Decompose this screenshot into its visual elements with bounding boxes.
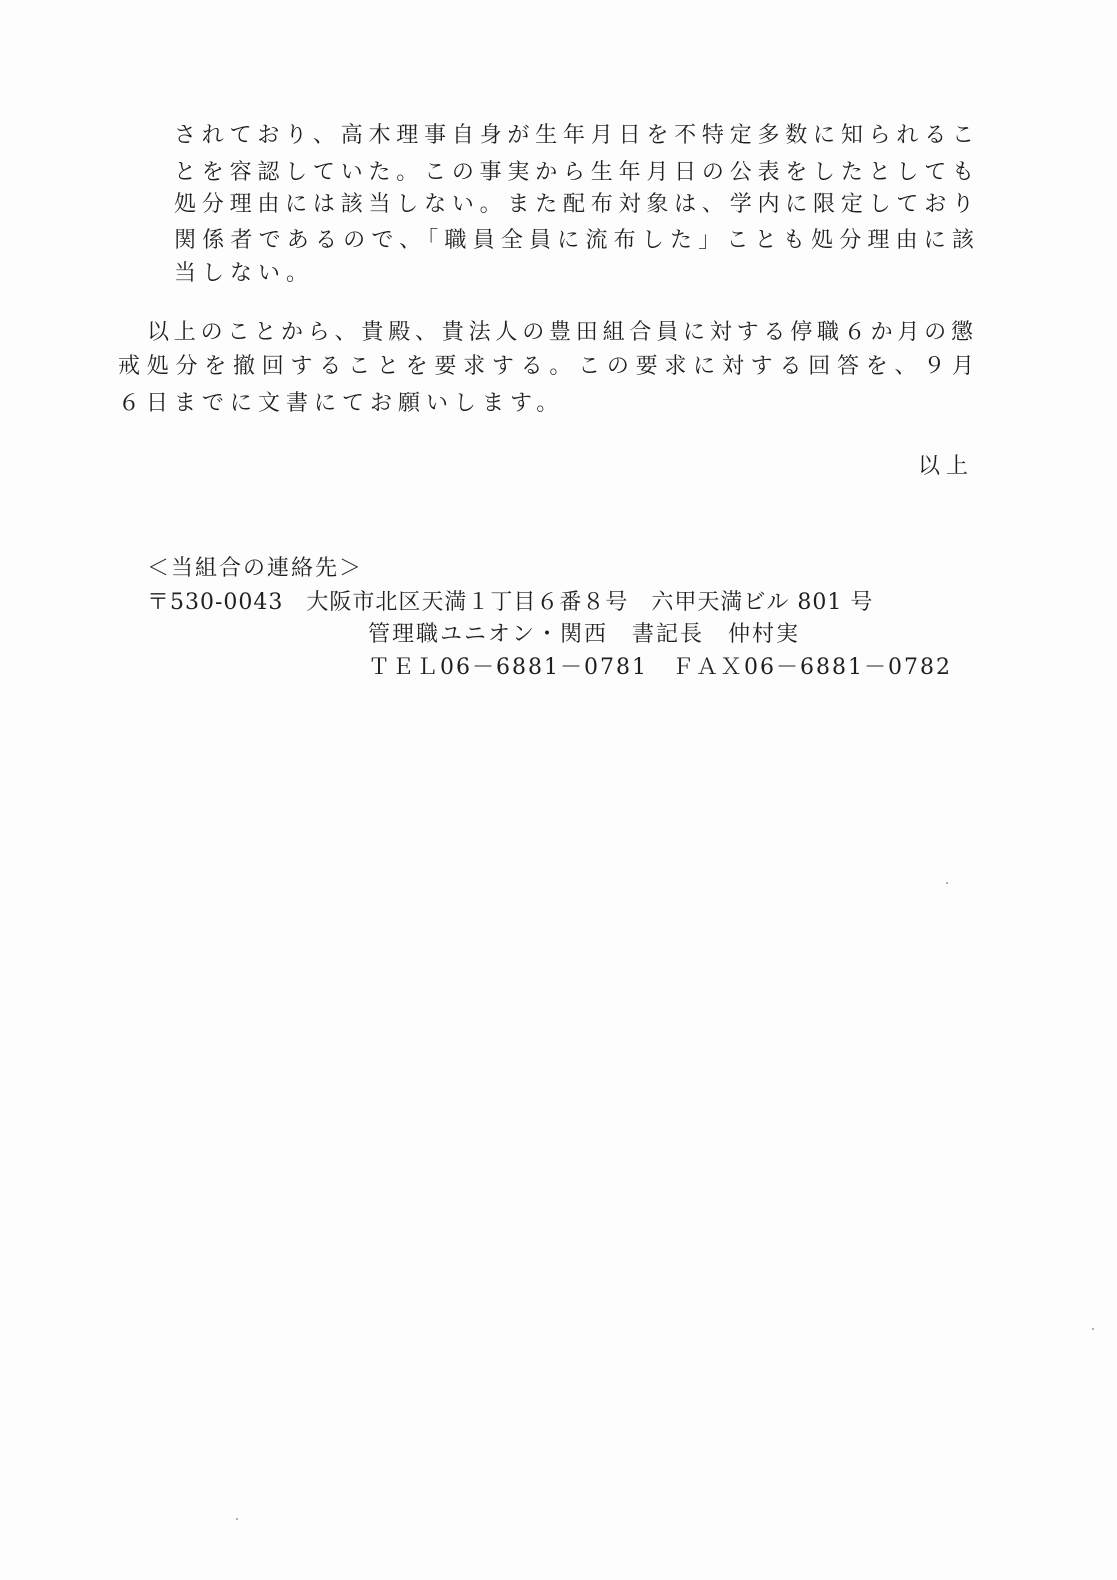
paragraph-1-line-4: 関係者であるので、「職員全員に流布した」ことも処分理由に該: [174, 228, 974, 253]
paragraph-2-line-3: ６日までに文書にてお願いします。: [118, 391, 565, 416]
contact-organization: 管理職ユニオン・関西 書記長 仲村実: [368, 622, 801, 647]
contact-heading: ＜当組合の連絡先＞: [147, 556, 364, 581]
paragraph-1-line-1: されており、高木理事自身が生年月日を不特定多数に知られるこ: [174, 123, 974, 148]
paragraph-2-line-2: 戒処分を撤回することを要求する。この要求に対する回答を、９月: [118, 354, 974, 379]
paragraph-2-line-1: 以上のことから、貴殿、貴法人の豊田組合員に対する停職６か月の懲: [147, 320, 973, 345]
scan-speck: [236, 1518, 238, 1520]
scan-speck: [946, 882, 948, 884]
scan-speck: [1092, 1328, 1094, 1330]
paragraph-1-line-3: 処分理由には該当しない。また配布対象は、学内に限定しており: [174, 192, 974, 217]
closing-text: 以上: [917, 454, 974, 479]
paragraph-1-line-2: とを容認していた。この事実から生年月日の公表をしたとしても: [174, 160, 974, 185]
paragraph-1-line-5: 当しない。: [174, 261, 315, 286]
contact-address: 〒530-0043 大阪市北区天満１丁目６番８号 六甲天満ビル 801 号: [147, 590, 874, 615]
contact-phone-fax: ＴＥＬ06－6881－0781 ＦＡＸ06－6881－0782: [368, 655, 952, 680]
